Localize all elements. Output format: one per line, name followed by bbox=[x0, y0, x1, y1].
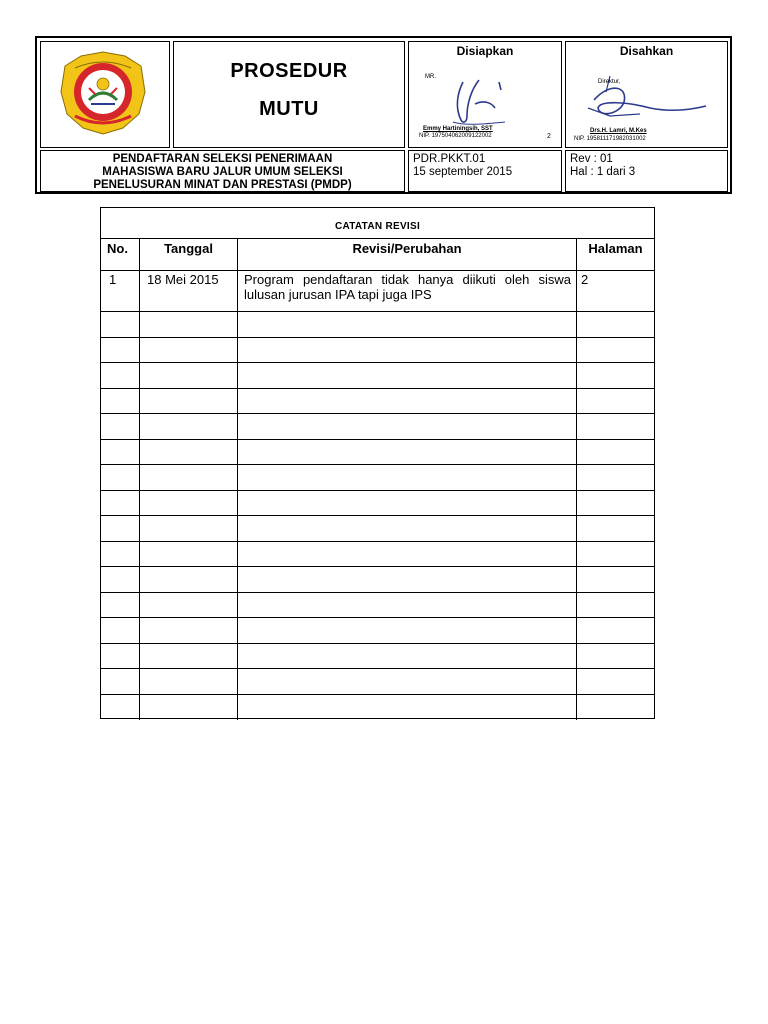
cell-date bbox=[140, 669, 238, 694]
table-row bbox=[101, 644, 654, 670]
cell-no bbox=[101, 363, 140, 388]
table-row bbox=[101, 465, 654, 491]
cell-page bbox=[577, 491, 654, 516]
table-row bbox=[101, 567, 654, 593]
cell-no bbox=[101, 414, 140, 439]
document-title-line-1: PROSEDUR bbox=[230, 60, 348, 82]
table-row bbox=[101, 695, 654, 721]
cell-page bbox=[577, 389, 654, 414]
cell-no bbox=[101, 312, 140, 337]
prepared-by-cell bbox=[408, 41, 562, 148]
cell-date bbox=[140, 567, 238, 592]
table-row bbox=[101, 271, 654, 312]
cell-date bbox=[140, 389, 238, 414]
cell-date bbox=[140, 465, 238, 490]
approved-label: Disahkan bbox=[619, 44, 674, 58]
cell-no bbox=[101, 338, 140, 363]
revision-cell bbox=[565, 150, 728, 192]
subject-line-2: MAHASISWA BARU JALUR UMUM SELEKSI bbox=[102, 166, 343, 178]
approved-by-cell bbox=[565, 41, 728, 148]
table-row bbox=[101, 516, 654, 542]
approved-role: Direktur, bbox=[598, 79, 621, 85]
cell-revision bbox=[238, 593, 577, 618]
table-row bbox=[101, 440, 654, 466]
document-date: 15 september 2015 bbox=[413, 166, 513, 178]
cell-revision bbox=[238, 389, 577, 414]
cell-page bbox=[577, 440, 654, 465]
table-row bbox=[101, 618, 654, 644]
prepared-role: MR. bbox=[425, 74, 436, 80]
cell-revision bbox=[238, 644, 577, 669]
cell-date bbox=[140, 440, 238, 465]
cell-no bbox=[101, 491, 140, 516]
title-cell bbox=[173, 41, 405, 148]
cell-page bbox=[577, 542, 654, 567]
table-row bbox=[101, 491, 654, 517]
prepared-footnote: 2 bbox=[547, 133, 551, 140]
cell-no bbox=[101, 542, 140, 567]
cell-date bbox=[140, 338, 238, 363]
cell-revision bbox=[238, 567, 577, 592]
cell-page bbox=[577, 644, 654, 669]
table-row bbox=[101, 542, 654, 568]
cell-page bbox=[577, 567, 654, 592]
cell-page bbox=[577, 414, 654, 439]
cell-page bbox=[577, 312, 654, 337]
table-row bbox=[101, 593, 654, 619]
subject-cell bbox=[40, 150, 405, 192]
document-code-cell bbox=[408, 150, 562, 192]
cell-page bbox=[577, 669, 654, 694]
cell-revision bbox=[238, 542, 577, 567]
cell-date: 18 Mei 2015 bbox=[140, 271, 238, 311]
cell-revision bbox=[238, 465, 577, 490]
approved-name: Drs.H. Lamri, M.Kes bbox=[590, 128, 647, 134]
cell-revision bbox=[238, 363, 577, 388]
document-header bbox=[35, 36, 732, 194]
cell-no bbox=[101, 593, 140, 618]
column-header-revision: Revisi/Perubahan bbox=[238, 239, 577, 270]
cell-no bbox=[101, 669, 140, 694]
cell-no bbox=[101, 567, 140, 592]
table-row bbox=[101, 363, 654, 389]
cell-page bbox=[577, 618, 654, 643]
cell-revision: Program pendaftaran tidak hanya diikuti oleh siswa lulusan jurusan IPA tapi juga IPS bbox=[238, 271, 577, 311]
subject-line-3: PENELUSURAN MINAT DAN PRESTASI (PMDP) bbox=[93, 179, 352, 191]
cell-revision bbox=[238, 669, 577, 694]
cell-revision bbox=[238, 338, 577, 363]
cell-date bbox=[140, 516, 238, 541]
prepared-name: Emmy Hartiningsih, SST bbox=[423, 126, 493, 132]
table-caption: CATATAN REVISI bbox=[101, 208, 654, 239]
prepared-label: Disiapkan bbox=[456, 44, 514, 58]
cell-no bbox=[101, 644, 140, 669]
cell-page bbox=[577, 516, 654, 541]
table-row bbox=[101, 338, 654, 364]
cell-revision bbox=[238, 414, 577, 439]
cell-page: 2 bbox=[581, 272, 589, 287]
prepared-signature bbox=[439, 74, 519, 130]
table-row bbox=[101, 669, 654, 695]
cell-date bbox=[140, 542, 238, 567]
cell-no bbox=[101, 695, 140, 721]
column-header-page: Halaman bbox=[588, 241, 643, 256]
table-row bbox=[101, 414, 654, 440]
table-header-row bbox=[101, 239, 654, 271]
logo-cell bbox=[40, 41, 170, 148]
cell-no bbox=[101, 516, 140, 541]
table-row bbox=[101, 389, 654, 415]
cell-date bbox=[140, 491, 238, 516]
table-row bbox=[101, 312, 654, 338]
revision-number: Rev : 01 bbox=[570, 153, 613, 165]
cell-no: 1 bbox=[101, 271, 140, 311]
column-header-date: Tanggal bbox=[140, 239, 238, 270]
revision-table bbox=[100, 207, 655, 719]
approved-nip: NIP. 195811171982031002 bbox=[574, 136, 646, 142]
cell-revision bbox=[238, 491, 577, 516]
cell-revision bbox=[238, 440, 577, 465]
cell-no bbox=[101, 465, 140, 490]
cell-no bbox=[101, 618, 140, 643]
cell-revision bbox=[238, 516, 577, 541]
cell-no bbox=[101, 389, 140, 414]
document-title-line-2: MUTU bbox=[259, 98, 319, 120]
cell-date bbox=[140, 414, 238, 439]
cell-date bbox=[140, 644, 238, 669]
cell-page bbox=[577, 695, 654, 721]
cell-revision bbox=[238, 312, 577, 337]
cell-no bbox=[101, 440, 140, 465]
cell-page bbox=[577, 338, 654, 363]
document-code: PDR.PKKT.01 bbox=[413, 153, 486, 165]
cell-page bbox=[577, 363, 654, 388]
cell-page bbox=[577, 593, 654, 618]
page-indicator: Hal : 1 dari 3 bbox=[570, 166, 636, 178]
cell-date bbox=[140, 618, 238, 643]
subject-line-1: PENDAFTARAN SELEKSI PENERIMAAN bbox=[112, 153, 333, 165]
cell-date bbox=[140, 312, 238, 337]
cell-revision bbox=[238, 695, 577, 721]
cell-page bbox=[577, 465, 654, 490]
prepared-nip: NIP. 197504062009122002 bbox=[419, 133, 492, 139]
column-header-no: No. bbox=[101, 239, 140, 270]
cell-date bbox=[140, 593, 238, 618]
cell-date bbox=[140, 695, 238, 721]
cell-date bbox=[140, 363, 238, 388]
cell-revision bbox=[238, 618, 577, 643]
institution-logo bbox=[41, 42, 165, 142]
